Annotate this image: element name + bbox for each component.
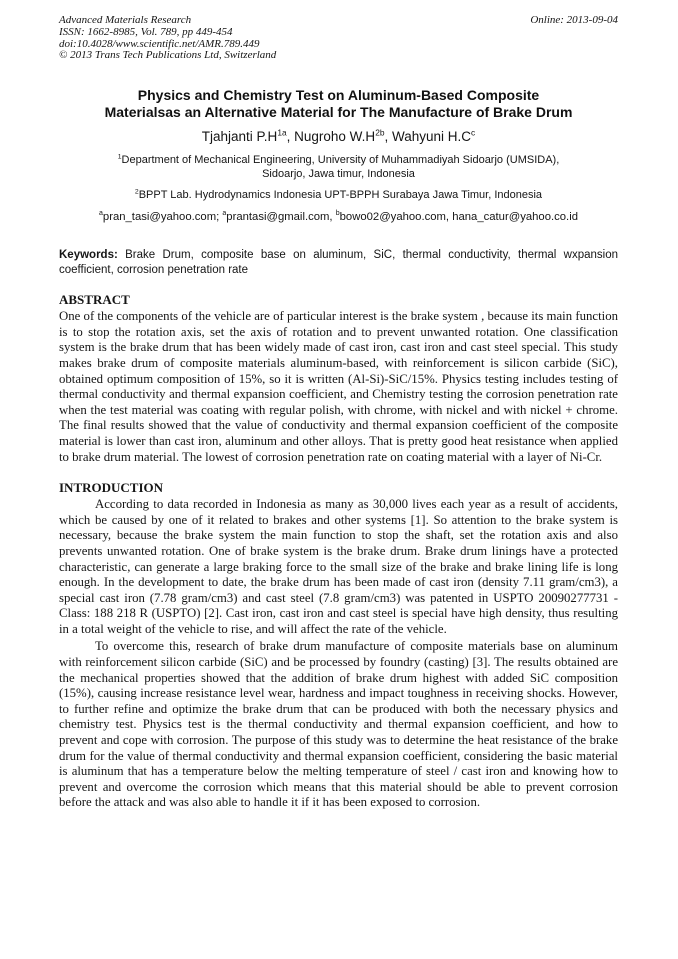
affiliation-1-superscript: 1	[117, 153, 122, 161]
paper-title	[59, 87, 618, 121]
paper-title-line-2: Materialsas an Alternative Material for The Manufacture of Brake Drum	[104, 104, 573, 121]
journal-header	[59, 15, 618, 62]
paper-title-line-1: Physics and Chemistry Test on Aluminum-Based Composite	[137, 87, 540, 104]
affiliation-2	[59, 188, 618, 202]
email-2: prantasi@gmail.com,	[226, 211, 336, 224]
author-3-name: Wahyuni H.C	[392, 129, 472, 145]
author-3-superscript: c	[471, 127, 476, 138]
email-3-superscript: b	[335, 210, 340, 218]
keywords-block	[59, 248, 618, 277]
keywords-label: Keywords:	[59, 249, 118, 262]
affiliation-1-line-1: Department of Mechanical Engineering, University of Muhammadiyah Sidoarjo (UMSIDA),	[121, 154, 560, 167]
affiliation-2-superscript: 2	[134, 188, 139, 196]
journal-issn-volume: ISSN: 1662-8985, Vol. 789, pp 449-454	[59, 25, 233, 38]
email-2-superscript: a	[222, 210, 227, 218]
journal-copyright: © 2013 Trans Tech Publications Ltd, Switzerland	[59, 49, 277, 62]
email-4: hana_catur@yahoo.co.id	[452, 211, 578, 224]
author-2-name: Nugroho W.H	[294, 129, 376, 145]
introduction-paragraph-1: According to data recorded in Indonesia as many as 30,000 lives each year as a result of accidents, which be caused by one of it related to brakes and other systems [1]. So attention to the brake system is necessary, because the brake system the main function to stop the shaft, set the rotation axis and also prevents unwanted rotation. One of brake system is the brake drum. Brake drum linings have a protected characteristic, can generate a large braking force to the small size of the brake and brake lining life is long enough. In the development to date, the brake drum has been made of cast iron (density 7.11 gram/cm3), a special cast iron (7.78 gram/cm3) and cast steel (7.8 gram/cm3) was patented in USPTO 20090277731 - Class: 188 218 R (USPTO) [2]. Cast iron, cast iron and cast steel is special have high density, thus resulting in a total weight of the vehicle to rise, and will affect the rate of the vehicle.	[59, 497, 618, 636]
email-1: pran_tasi@yahoo.com;	[102, 211, 223, 224]
affiliation-1-line-2: Sidoarjo, Jawa timur, Indonesia	[262, 168, 415, 181]
author-separator: ,	[384, 129, 393, 145]
journal-info-block	[59, 15, 276, 62]
journal-name: Advanced Materials Research	[59, 14, 192, 26]
affiliation-2-text: BPPT Lab. Hydrodynamics Indonesia UPT-BPPH Surabaya Jawa Timur, Indonesia	[138, 189, 543, 202]
author-2-superscript: 2b	[375, 127, 385, 138]
affiliation-1	[59, 153, 618, 181]
abstract-heading: ABSTRACT	[59, 292, 130, 308]
authors-line	[59, 128, 618, 146]
author-1-name: Tjahjanti P.H	[201, 129, 278, 145]
introduction-paragraph-2: To overcome this, research of brake drum manufacture of composite materials base on aluminum with reinforcement silicon carbide (SiC) and be processed by foundry (casting) [3]. The results obtained are the mechanical properties showed that the addition of brake drum highest with added SiC composition (15%), causing increase resistance level wear, hardness and impact toughness in receiving shocks. However, to further refine and optimize the brake drum that can be produced with both the necessary physics and chemistry test. Physics test is the thermal conductivity and thermal expansion coefficient, and how to prevent and cope with corrosion. The purpose of this study was to determine the heat resistance of the brake drum for the value of thermal conductivity and thermal expansion coefficient, considering the basic material is aluminum that has a temperature below the melting temperature of steel / cast iron and knowing how to prevent and overcome the corrosion which means that this material should be able to prevent corrosion before the attack and was also able to handle it if it has been exposed to corrosion.	[59, 639, 618, 810]
email-1-superscript: a	[99, 210, 103, 218]
email-3: bowo02@yahoo.com,	[339, 211, 453, 224]
journal-doi: doi:10.4028/www.scientific.net/AMR.789.449	[59, 37, 260, 50]
online-date: Online: 2013-09-04	[530, 14, 618, 26]
author-separator: ,	[286, 129, 295, 145]
author-1-superscript: 1a	[277, 127, 287, 138]
author-emails-line	[59, 210, 618, 224]
abstract-text: One of the components of the vehicle are of particular interest is the brake system , because its main function is to stop the rotation axis, set the axis of rotation and to prevent unwanted rotation. One classification system is the brake drum that has been widely made of cast iron, cast iron and cast steel special. This study makes brake drum of composite materials aluminum-based, with reinforcement is silicon carbide (SiC), obtained optimum composition of 15%, so it is written (Al-Si)-SiC/15%. Physics testing includes testing of thermal conductivity and thermal expansion coefficient, and Chemistry testing the corrosion penetration rate when the test material was coating with regular polish, with chrome, with nickel and with nickel + chrome. The final results showed that the value of conductivity and thermal expansion coefficient of the composite material is lower than cast iron, aluminum and other alloys. That is pretty good heat resistance when applied to brake drum material. The lowest of corrosion penetration rate on coating material with a layer of Ni-Cr.	[59, 309, 618, 464]
keywords-text: Brake Drum, composite base on aluminum, SiC, thermal conductivity, thermal wxpansion coefficient, corrosion penetration rate	[59, 249, 618, 276]
introduction-heading: INTRODUCTION	[59, 480, 164, 496]
